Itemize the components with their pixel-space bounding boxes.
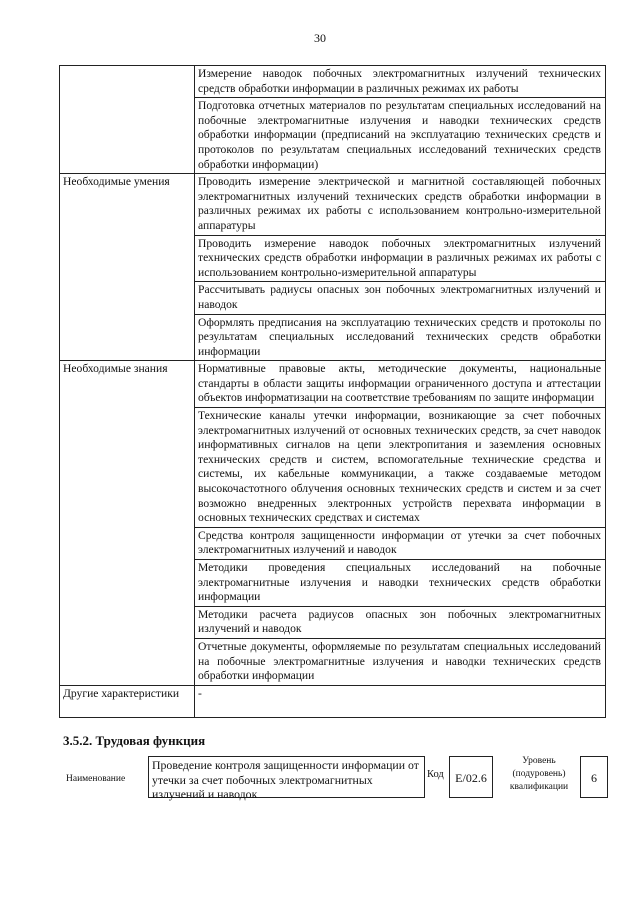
name-label: Наименование: [66, 774, 126, 784]
row-text: Технические каналы утечки информации, возникающие за счет побочных электромагнитных излучений от основных технических средств, за счет наводок информативных сигналов на цепи электропитания и заземления основных технических средств и систем, вспомогательные технические средства и системы, их кабельные коммуникации, а также создаваемые методом высокочастотного облучения основных технических средств и систем и за счет возможно внедренных электронных устройств перехвата информации в основных технических средствах и системах: [195, 408, 606, 528]
row-text: Измерение наводок побочных электромагнитных излучений технических средств обработки информации в различных режимах их работы: [195, 66, 606, 98]
table-row: [60, 638, 606, 685]
function-name-field: Проведение контроля защищенности информации от утечки за счет побочных электромагнитных излучений и наводок: [148, 756, 425, 798]
section-title: 3.5.2. Трудовая функция: [63, 733, 206, 748]
row-text: Рассчитывать радиусы опасных зон побочных электромагнитных излучений и наводок: [195, 282, 606, 314]
row-text: Проводить измерение электрической и магнитной составляющей побочных электромагнитных излучений технических средств обработки информации в различных режимах их работы с использованием контрольно-измерительной аппаратуры: [195, 174, 606, 235]
table-row: [60, 66, 606, 98]
code-label: Код: [427, 769, 444, 780]
row-text: -: [195, 685, 606, 717]
row-label-other: Другие характеристики: [60, 685, 195, 717]
labor-function-table: [59, 65, 606, 718]
row-text: Методики расчета радиусов опасных зон побочных электромагнитных излучений и наводок: [195, 606, 606, 638]
row-text: Средства контроля защищенности информации от утечки за счет побочных электромагнитных излучений и наводок: [195, 527, 606, 559]
table-row: [60, 361, 606, 408]
table-row: [60, 282, 606, 314]
table-row: [60, 685, 606, 717]
row-label: [60, 314, 195, 361]
level-label: Уровень (подуровень) квалификации: [509, 756, 569, 792]
row-label: [60, 235, 195, 282]
row-label: [60, 560, 195, 607]
row-text: Методики проведения специальных исследований на побочные электромагнитные излучения и наводки технических средств обработки информации: [195, 560, 606, 607]
row-label-knowledge: Необходимые знания: [60, 361, 195, 408]
row-label: [60, 408, 195, 528]
table-row: [60, 314, 606, 361]
row-text: Нормативные правовые акты, методические документы, национальные стандарты в области защиты информации ограниченного доступа и аттестации объектов информатизации на соответствие требованиям по защите информации: [195, 361, 606, 408]
table-row: [60, 235, 606, 282]
row-text: Проводить измерение наводок побочных электромагнитных излучений технических средств обработки информации в различных режимах их работы с использованием контрольно-измерительной аппаратуры: [195, 235, 606, 282]
row-label: [60, 98, 195, 174]
table-row: [60, 174, 606, 235]
row-label: [60, 66, 195, 98]
row-label: [60, 282, 195, 314]
table-row: [60, 408, 606, 528]
function-header: [63, 755, 608, 801]
table-row: [60, 606, 606, 638]
table-row: [60, 560, 606, 607]
page-number: 30: [314, 31, 326, 45]
table-row: [60, 527, 606, 559]
row-label-skills: Необходимые умения: [60, 174, 195, 235]
row-text: Отчетные документы, оформляемые по результатам специальных исследований на побочные электромагнитные излучения и наводки технических средств обработки информации: [195, 638, 606, 685]
table-row: [60, 98, 606, 174]
row-label: [60, 606, 195, 638]
row-label: [60, 638, 195, 685]
code-field: E/02.6: [449, 756, 493, 798]
level-field: 6: [580, 756, 608, 798]
row-text: Подготовка отчетных материалов по результатам специальных исследований на побочные электромагнитные излучения и наводки технических средств обработки информации (предписаний на эксплуатацию технических средств и протоколов по результатам специальных исследований технических средств обработки информации): [195, 98, 606, 174]
row-label: [60, 527, 195, 559]
row-text: Оформлять предписания на эксплуатацию технических средств и протоколы по результатам специальных исследований технических средств обработки информации: [195, 314, 606, 361]
